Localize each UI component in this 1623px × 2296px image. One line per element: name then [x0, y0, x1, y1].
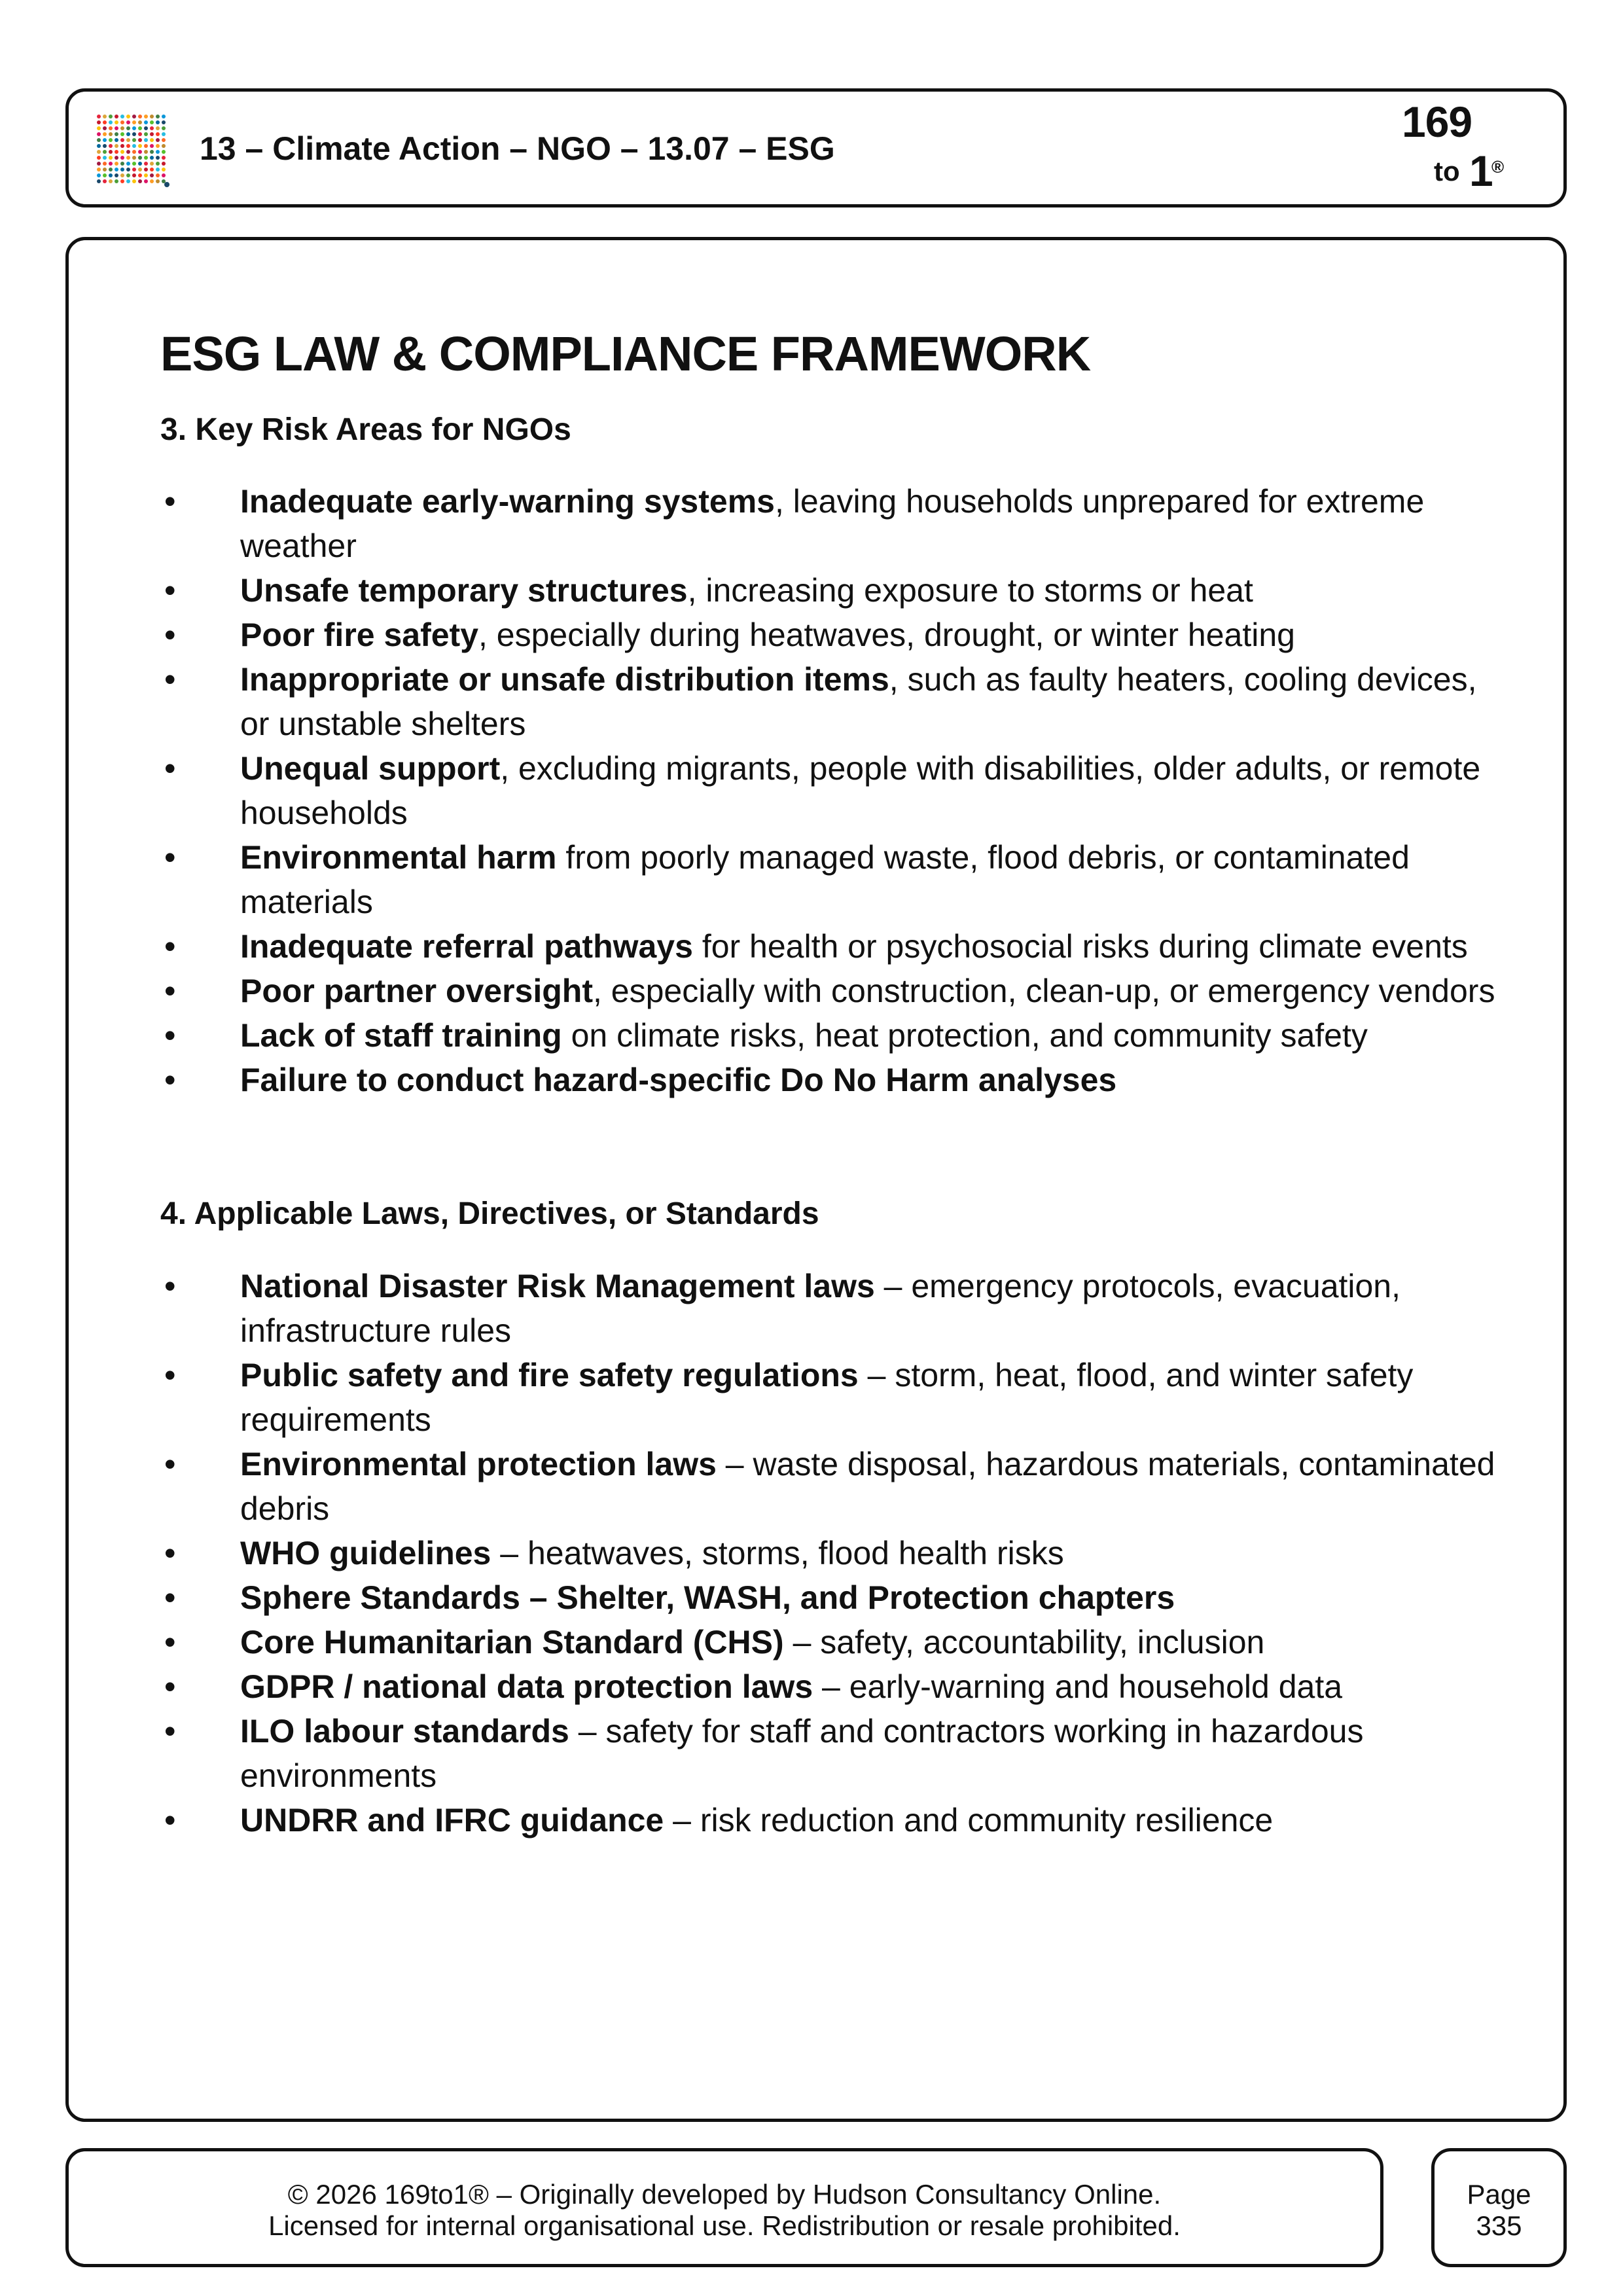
item-bold-term: Lack of staff training [240, 1017, 562, 1054]
bullet-icon: • [164, 617, 176, 654]
bullet-icon: • [164, 1356, 176, 1393]
list-item [160, 1353, 1495, 1442]
item-description: – early-warning and household data [813, 1668, 1343, 1705]
bullet-icon: • [164, 1668, 176, 1705]
header-title: 13 – Climate Action – NGO – 13.07 – ESG [200, 130, 835, 167]
main-content-box [65, 237, 1567, 2122]
list-item [160, 613, 1495, 657]
list-item [160, 1664, 1495, 1709]
item-description: – safety for staff and contractors working in hazardous environments [240, 1712, 1364, 1794]
bullet-icon: • [164, 1623, 176, 1660]
bullet-icon: • [164, 483, 176, 520]
list-item [160, 924, 1495, 969]
item-description: on climate risks, heat protection, and community safety [562, 1017, 1368, 1054]
bullet-icon: • [164, 1801, 176, 1839]
item-bold-term: Environmental protection laws [240, 1445, 717, 1482]
bullet-icon: • [164, 750, 176, 787]
item-description: – storm, heat, flood, and winter safety requirements [240, 1356, 1414, 1438]
item-bold-term: Sphere Standards – Shelter, WASH, and Protection chapters [240, 1579, 1175, 1616]
item-description: , such as faulty heaters, cooling devices, or unstable shelters [240, 661, 1477, 743]
bullet-icon: • [164, 1534, 176, 1571]
page-title: ESG LAW & COMPLIANCE FRAMEWORK [160, 327, 1091, 381]
item-bold-term: Inappropriate or unsafe distribution items [240, 661, 889, 698]
risk-areas-list [160, 479, 1495, 1102]
bullet-icon: • [164, 1062, 176, 1099]
list-item [160, 1013, 1495, 1058]
item-bold-term: UNDRR and IFRC guidance [240, 1801, 664, 1839]
list-item [160, 657, 1495, 746]
item-bold-term: ILO labour standards [240, 1712, 569, 1749]
bullet-icon: • [164, 839, 176, 876]
bullet-icon: • [164, 1579, 176, 1616]
item-bold-term: WHO guidelines [240, 1534, 491, 1571]
brand-one: 1 [1469, 147, 1493, 195]
list-item [160, 1709, 1495, 1798]
page-header [65, 88, 1567, 207]
section-heading-laws: 4. Applicable Laws, Directives, or Standards [160, 1196, 819, 1232]
bullet-icon: • [164, 1267, 176, 1304]
content [160, 325, 1495, 1842]
item-description: for health or psychosocial risks during climate events [692, 928, 1468, 965]
section-heading-risk-areas: 3. Key Risk Areas for NGOs [160, 412, 571, 447]
item-bold-term: GDPR / national data protection laws [240, 1668, 813, 1705]
bullet-icon: • [164, 1017, 176, 1054]
item-bold-term: National Disaster Risk Management laws [240, 1267, 875, 1304]
list-item [160, 1798, 1495, 1842]
item-description: , excluding migrants, people with disabilities, older adults, or remote households [240, 750, 1481, 832]
item-bold-term: Public safety and fire safety regulations [240, 1356, 859, 1393]
brand-to: to [1434, 156, 1460, 187]
copyright-notice [69, 2179, 1380, 2242]
list-item [160, 1264, 1495, 1353]
list-item [160, 1442, 1495, 1531]
bullet-icon: • [164, 928, 176, 965]
bullet-icon: • [164, 572, 176, 609]
item-description: – emergency protocols, evacuation, infrastructure rules [240, 1267, 1401, 1349]
brand-number: 169 [1402, 98, 1472, 146]
item-bold-term: Inadequate early-warning systems [240, 483, 775, 520]
item-description: from poorly managed waste, flood debris, or contaminated materials [240, 839, 1410, 921]
list-item [160, 746, 1495, 835]
list-item [160, 479, 1495, 568]
page-label: Page [1467, 2179, 1531, 2210]
item-description: , especially during heatwaves, drought, or winter heating [478, 617, 1295, 654]
bullet-icon: • [164, 973, 176, 1010]
item-description: , especially with construction, clean-up, or emergency vendors [593, 973, 1495, 1010]
list-item [160, 1058, 1495, 1102]
page-footer [65, 2148, 1383, 2267]
item-bold-term: Poor fire safety [240, 617, 479, 654]
page-number-box [1431, 2148, 1567, 2267]
list-item [160, 568, 1495, 613]
laws-list [160, 1264, 1495, 1842]
copyright-line-2: Licensed for internal organisational use. Redistribution or resale prohibited. [268, 2210, 1181, 2241]
sdg-grid-logo-icon [96, 114, 169, 187]
item-description: , increasing exposure to storms or heat [687, 572, 1253, 609]
item-description: – safety, accountability, inclusion [783, 1623, 1265, 1660]
copyright-line-1: © 2026 169to1® – Originally developed by Hudson Consultancy Online. [287, 2179, 1162, 2210]
bullet-icon: • [164, 1445, 176, 1482]
item-bold-term: Failure to conduct hazard-specific Do No Harm analyses [240, 1062, 1117, 1099]
item-description: – risk reduction and community resilience [664, 1801, 1274, 1839]
list-item [160, 969, 1495, 1013]
page-number: 335 [1476, 2210, 1522, 2241]
list-item [160, 1620, 1495, 1664]
item-bold-term: Environmental harm [240, 839, 557, 876]
bullet-icon: • [164, 1712, 176, 1749]
item-description: , leaving households unprepared for extreme weather [240, 483, 1425, 565]
item-bold-term: Inadequate referral pathways [240, 928, 693, 965]
item-bold-term: Core Humanitarian Standard (CHS) [240, 1623, 784, 1660]
list-item [160, 1531, 1495, 1575]
item-bold-term: Poor partner oversight [240, 973, 593, 1010]
brand-registered: ® [1491, 157, 1505, 177]
item-description: – waste disposal, hazardous materials, contaminated debris [240, 1445, 1495, 1527]
item-description: – heatwaves, storms, flood health risks [491, 1534, 1064, 1571]
list-item [160, 1575, 1495, 1620]
item-bold-term: Unsafe temporary structures [240, 572, 688, 609]
list-item [160, 835, 1495, 924]
item-bold-term: Unequal support [240, 750, 501, 787]
bullet-icon: • [164, 661, 176, 698]
